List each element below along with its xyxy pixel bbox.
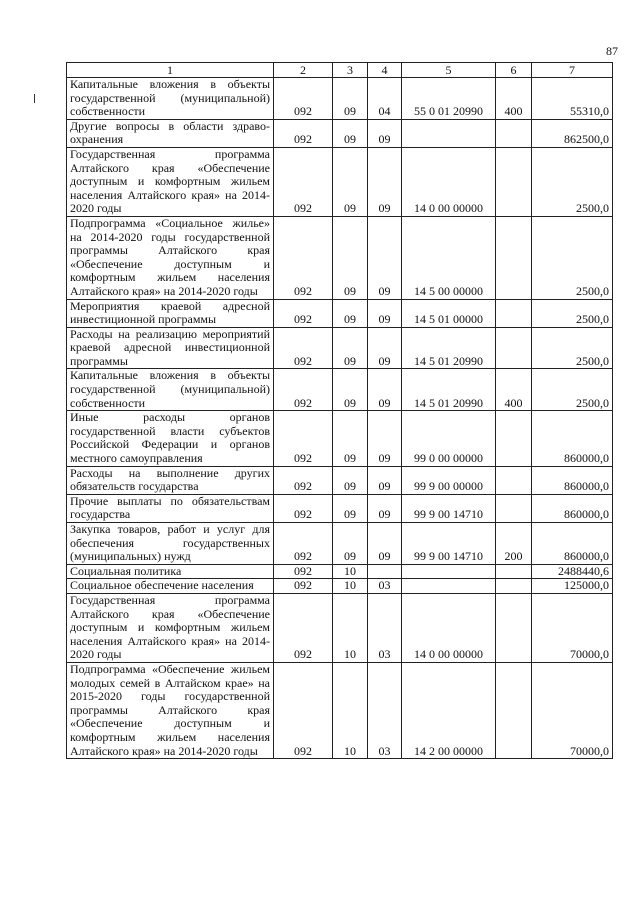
- section-cell: 10: [333, 564, 368, 579]
- section-cell: 09: [333, 216, 368, 299]
- expense-type-cell: 400: [496, 78, 532, 120]
- section-cell: 09: [333, 494, 368, 522]
- item-name-cell: Расходы на реализацию мероприятий краевой адресной инвестиционной программы: [67, 327, 274, 369]
- item-name-cell: Капитальные вложения в объекты государственной (муниципальной) собственности: [67, 78, 274, 120]
- ministry-code-cell: 092: [274, 411, 333, 466]
- amount-cell: 2500,0: [532, 369, 613, 411]
- amount-cell: 2500,0: [532, 299, 613, 327]
- item-name-cell: Государственная программа Алтайского края «Обеспечение доступным и комфортным жильем населения Алтайского края» на 2014-2020 годы: [67, 147, 274, 216]
- column-header-3: 3: [333, 63, 368, 78]
- table-row: [67, 78, 613, 120]
- expense-type-cell: [496, 411, 532, 466]
- ministry-code-cell: 092: [274, 466, 333, 494]
- table-row: [67, 216, 613, 299]
- expense-type-cell: [496, 327, 532, 369]
- target-article-cell: 14 5 01 00000: [402, 299, 496, 327]
- target-article-cell: 99 9 00 14710: [402, 494, 496, 522]
- table-row: [67, 119, 613, 147]
- subsection-cell: 03: [368, 593, 402, 662]
- item-name-cell: Социальное обеспечение населения: [67, 579, 274, 594]
- budget-table: [66, 62, 613, 759]
- amount-cell: 2500,0: [532, 147, 613, 216]
- target-article-cell: 99 9 00 00000: [402, 466, 496, 494]
- target-article-cell: [402, 564, 496, 579]
- subsection-cell: 03: [368, 662, 402, 758]
- expense-type-cell: [496, 564, 532, 579]
- target-article-cell: 99 9 00 14710: [402, 523, 496, 565]
- section-cell: 10: [333, 662, 368, 758]
- target-article-cell: 55 0 01 20990: [402, 78, 496, 120]
- amount-cell: 70000,0: [532, 593, 613, 662]
- column-header-1: 1: [67, 63, 274, 78]
- item-name-cell: Социальная политика: [67, 564, 274, 579]
- expense-type-cell: [496, 299, 532, 327]
- expense-type-cell: [496, 466, 532, 494]
- expense-type-cell: [496, 119, 532, 147]
- ministry-code-cell: 092: [274, 369, 333, 411]
- ministry-code-cell: 092: [274, 593, 333, 662]
- target-article-cell: [402, 579, 496, 594]
- ministry-code-cell: 092: [274, 299, 333, 327]
- item-name-cell: Капитальные вложения в объекты государственной (муниципальной) собственности: [67, 369, 274, 411]
- item-name-cell: Подпрограмма «Социальное жилье» на 2014-2020 годы государственной программы Алтайского края «Обеспечение доступным и комфортным жильем населения Алтайского края» на 2014-2020 годы: [67, 216, 274, 299]
- column-header-2: 2: [274, 63, 333, 78]
- target-article-cell: [402, 119, 496, 147]
- amount-cell: 860000,0: [532, 494, 613, 522]
- subsection-cell: 03: [368, 579, 402, 594]
- ministry-code-cell: 092: [274, 662, 333, 758]
- section-cell: 09: [333, 119, 368, 147]
- item-name-cell: Подпрограмма «Обеспечение жильем молодых семей в Алтайском крае» на 2015-2020 годы государственной программы Алтайского края «Обеспечение доступным и комфортным жильем населения Алтайского края» на 2014-2020 годы: [67, 662, 274, 758]
- target-article-cell: 14 5 01 20990: [402, 327, 496, 369]
- table-row: [67, 369, 613, 411]
- subsection-cell: 09: [368, 523, 402, 565]
- expense-type-cell: [496, 579, 532, 594]
- target-article-cell: 14 0 00 00000: [402, 593, 496, 662]
- target-article-cell: 14 0 00 00000: [402, 147, 496, 216]
- target-article-cell: 14 2 00 00000: [402, 662, 496, 758]
- table-row: [67, 147, 613, 216]
- target-article-cell: 14 5 01 20990: [402, 369, 496, 411]
- margin-mark: [34, 94, 35, 103]
- item-name-cell: Другие вопросы в области здраво-охранения: [67, 119, 274, 147]
- table-row: [67, 662, 613, 758]
- table-row: [67, 593, 613, 662]
- ministry-code-cell: 092: [274, 523, 333, 565]
- column-header-5: 5: [402, 63, 496, 78]
- section-cell: 10: [333, 579, 368, 594]
- section-cell: 09: [333, 466, 368, 494]
- expense-type-cell: 400: [496, 369, 532, 411]
- section-cell: 09: [333, 411, 368, 466]
- amount-cell: 125000,0: [532, 579, 613, 594]
- table-row: [67, 466, 613, 494]
- item-name-cell: Прочие выплаты по обязательствам государства: [67, 494, 274, 522]
- ministry-code-cell: 092: [274, 327, 333, 369]
- subsection-cell: 09: [368, 327, 402, 369]
- subsection-cell: 09: [368, 466, 402, 494]
- section-cell: 09: [333, 369, 368, 411]
- item-name-cell: Государственная программа Алтайского края «Обеспечение доступным и комфортным жильем населения Алтайского края» на 2014-2020 годы: [67, 593, 274, 662]
- expense-type-cell: [496, 494, 532, 522]
- subsection-cell: 09: [368, 216, 402, 299]
- subsection-cell: 09: [368, 119, 402, 147]
- table-row: [67, 299, 613, 327]
- subsection-cell: 09: [368, 147, 402, 216]
- target-article-cell: 14 5 00 00000: [402, 216, 496, 299]
- table-row: [67, 564, 613, 579]
- ministry-code-cell: 092: [274, 494, 333, 522]
- expense-type-cell: [496, 662, 532, 758]
- section-cell: 09: [333, 78, 368, 120]
- target-article-cell: 99 0 00 00000: [402, 411, 496, 466]
- amount-cell: 860000,0: [532, 523, 613, 565]
- subsection-cell: 09: [368, 369, 402, 411]
- table-body: [67, 78, 613, 759]
- section-cell: 09: [333, 327, 368, 369]
- section-cell: 09: [333, 299, 368, 327]
- subsection-cell: 09: [368, 411, 402, 466]
- subsection-cell: 09: [368, 299, 402, 327]
- amount-cell: 55310,0: [532, 78, 613, 120]
- table-row: [67, 327, 613, 369]
- expense-type-cell: [496, 147, 532, 216]
- ministry-code-cell: 092: [274, 119, 333, 147]
- item-name-cell: Закупка товаров, работ и услуг для обеспечения государственных (муниципальных) нужд: [67, 523, 274, 565]
- ministry-code-cell: 092: [274, 78, 333, 120]
- table-row: [67, 411, 613, 466]
- ministry-code-cell: 092: [274, 579, 333, 594]
- column-header-4: 4: [368, 63, 402, 78]
- subsection-cell: 09: [368, 494, 402, 522]
- table-row: [67, 523, 613, 565]
- amount-cell: 860000,0: [532, 466, 613, 494]
- ministry-code-cell: 092: [274, 147, 333, 216]
- ministry-code-cell: 092: [274, 564, 333, 579]
- amount-cell: 860000,0: [532, 411, 613, 466]
- item-name-cell: Мероприятия краевой адресной инвестиционной программы: [67, 299, 274, 327]
- header-row: [67, 63, 613, 78]
- item-name-cell: Расходы на выполнение других обязательств государства: [67, 466, 274, 494]
- item-name-cell: Иные расходы органов государственной власти субъектов Российской Федерации и органов местного самоуправления: [67, 411, 274, 466]
- subsection-cell: [368, 564, 402, 579]
- amount-cell: 2500,0: [532, 327, 613, 369]
- expense-type-cell: [496, 593, 532, 662]
- page-number: 87: [606, 44, 618, 58]
- amount-cell: 2488440,6: [532, 564, 613, 579]
- table-row: [67, 494, 613, 522]
- column-header-6: 6: [496, 63, 532, 78]
- amount-cell: 2500,0: [532, 216, 613, 299]
- column-header-7: 7: [532, 63, 613, 78]
- section-cell: 10: [333, 593, 368, 662]
- section-cell: 09: [333, 523, 368, 565]
- expense-type-cell: [496, 216, 532, 299]
- section-cell: 09: [333, 147, 368, 216]
- amount-cell: 70000,0: [532, 662, 613, 758]
- subsection-cell: 04: [368, 78, 402, 120]
- amount-cell: 862500,0: [532, 119, 613, 147]
- ministry-code-cell: 092: [274, 216, 333, 299]
- table-row: [67, 579, 613, 594]
- expense-type-cell: 200: [496, 523, 532, 565]
